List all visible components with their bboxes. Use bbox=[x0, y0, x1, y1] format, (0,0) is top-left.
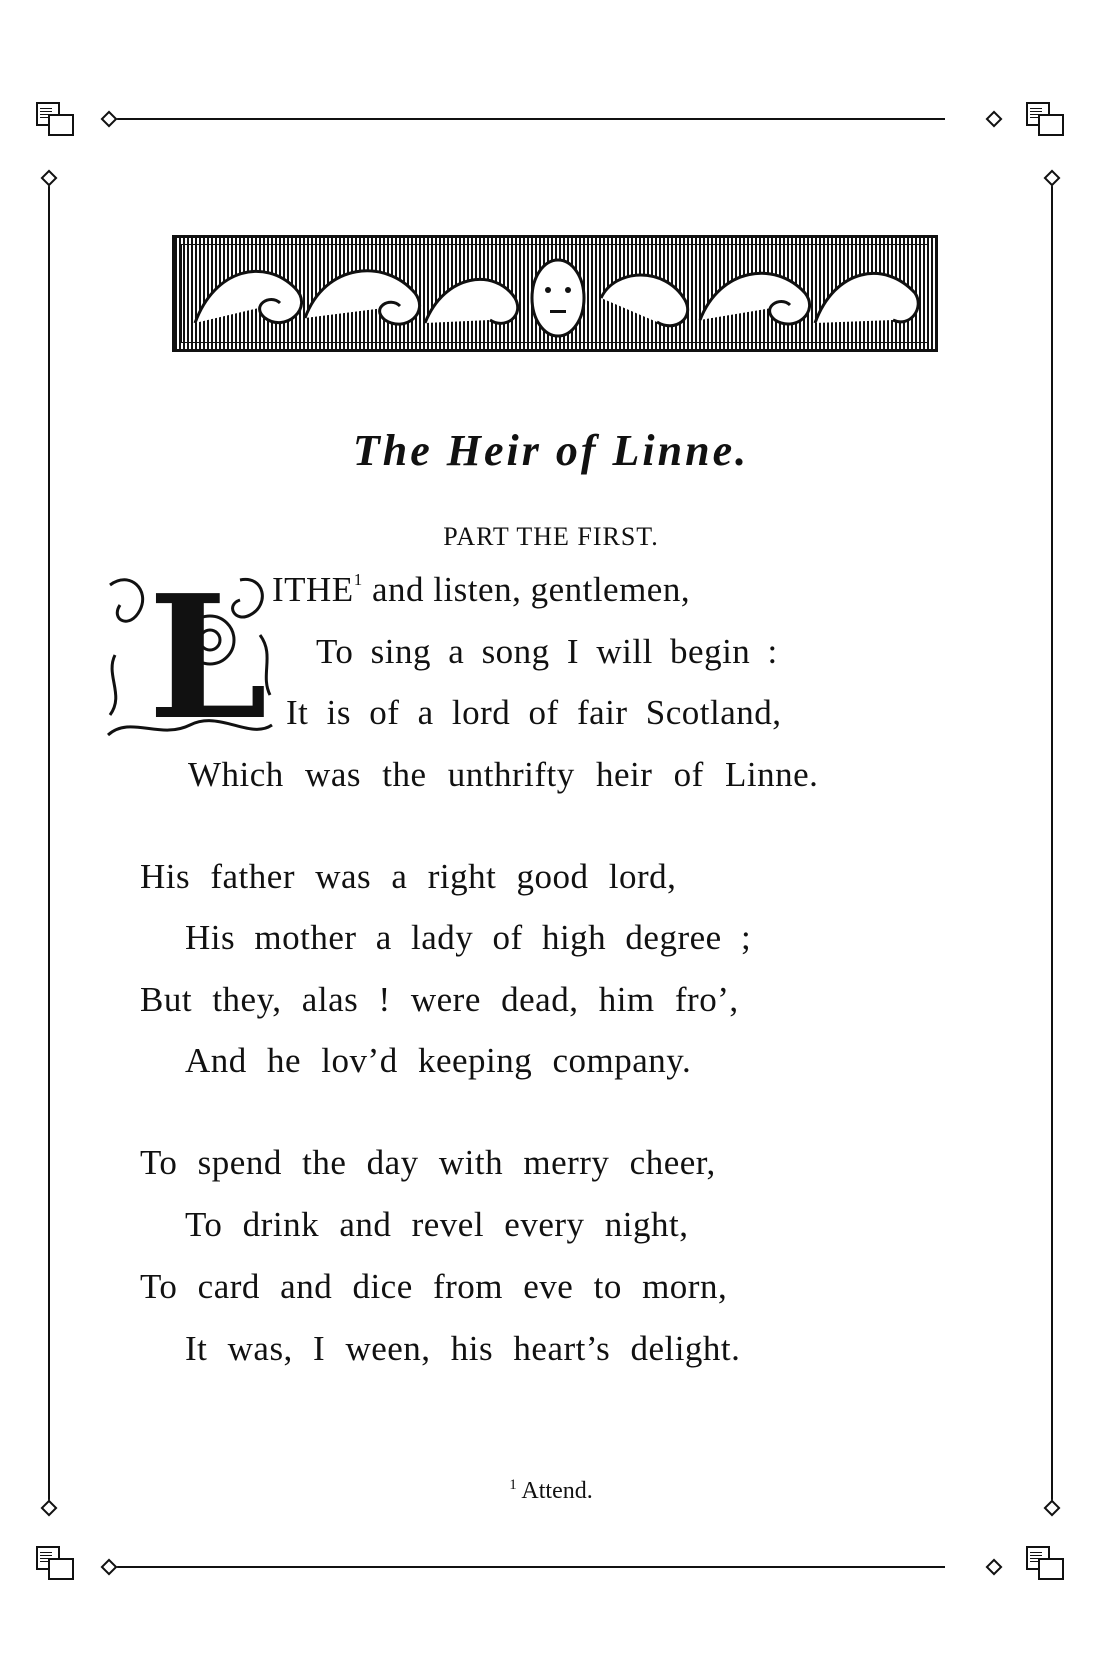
scrollwork-ornament-icon bbox=[175, 238, 938, 352]
border-bottom bbox=[110, 1566, 945, 1568]
corner-ornament-top-right bbox=[1024, 100, 1068, 144]
border-right bbox=[1051, 180, 1053, 1508]
footnote-text: Attend. bbox=[516, 1478, 593, 1504]
poem-line: It was, I ween, his heart’s delight. bbox=[185, 1329, 741, 1368]
border-left bbox=[48, 180, 50, 1508]
border-diamond bbox=[986, 1559, 1003, 1576]
poem-line: And he lov’d keeping company. bbox=[185, 1041, 692, 1080]
ornamental-headpiece bbox=[172, 235, 938, 352]
poem-line: To drink and revel every night, bbox=[185, 1205, 689, 1244]
poem-line: To card and dice from eve to morn, bbox=[140, 1267, 728, 1306]
page-title: The Heir of Linne. bbox=[352, 426, 750, 475]
poem-line: It is of a lord of fair Scotland, bbox=[286, 693, 782, 732]
poem-line: His mother a lady of high degree ; bbox=[185, 918, 752, 957]
border-diamond bbox=[101, 111, 118, 128]
poem-line: To sing a song I will begin : bbox=[316, 632, 778, 671]
border-diamond bbox=[1044, 170, 1061, 187]
footnote bbox=[0, 1477, 1102, 1505]
corner-ornament-bottom-right bbox=[1024, 1544, 1068, 1588]
border-diamond bbox=[41, 170, 58, 187]
border-diamond bbox=[101, 1559, 118, 1576]
page-subtitle: PART THE FIRST. bbox=[443, 522, 659, 551]
footnote-reference: 1 bbox=[353, 570, 363, 589]
illuminated-initial bbox=[100, 558, 278, 758]
corner-ornament-top-left bbox=[34, 100, 78, 144]
corner-ornament-bottom-left bbox=[34, 1544, 78, 1588]
poem-line: His father was a right good lord, bbox=[140, 857, 677, 896]
border-diamond bbox=[986, 111, 1003, 128]
poem-line: But they, alas ! were dead, him fro’, bbox=[140, 980, 739, 1019]
initial-letter: L bbox=[148, 558, 268, 758]
poem-line: Which was the unthrifty heir of Linne. bbox=[188, 755, 819, 794]
poem-line: To spend the day with merry cheer, bbox=[140, 1143, 716, 1182]
poem-line: ITHE$^1$ and listen, gentlemen, bbox=[272, 570, 691, 609]
border-top bbox=[110, 118, 945, 120]
footnote-mark: 1 bbox=[509, 1477, 517, 1493]
